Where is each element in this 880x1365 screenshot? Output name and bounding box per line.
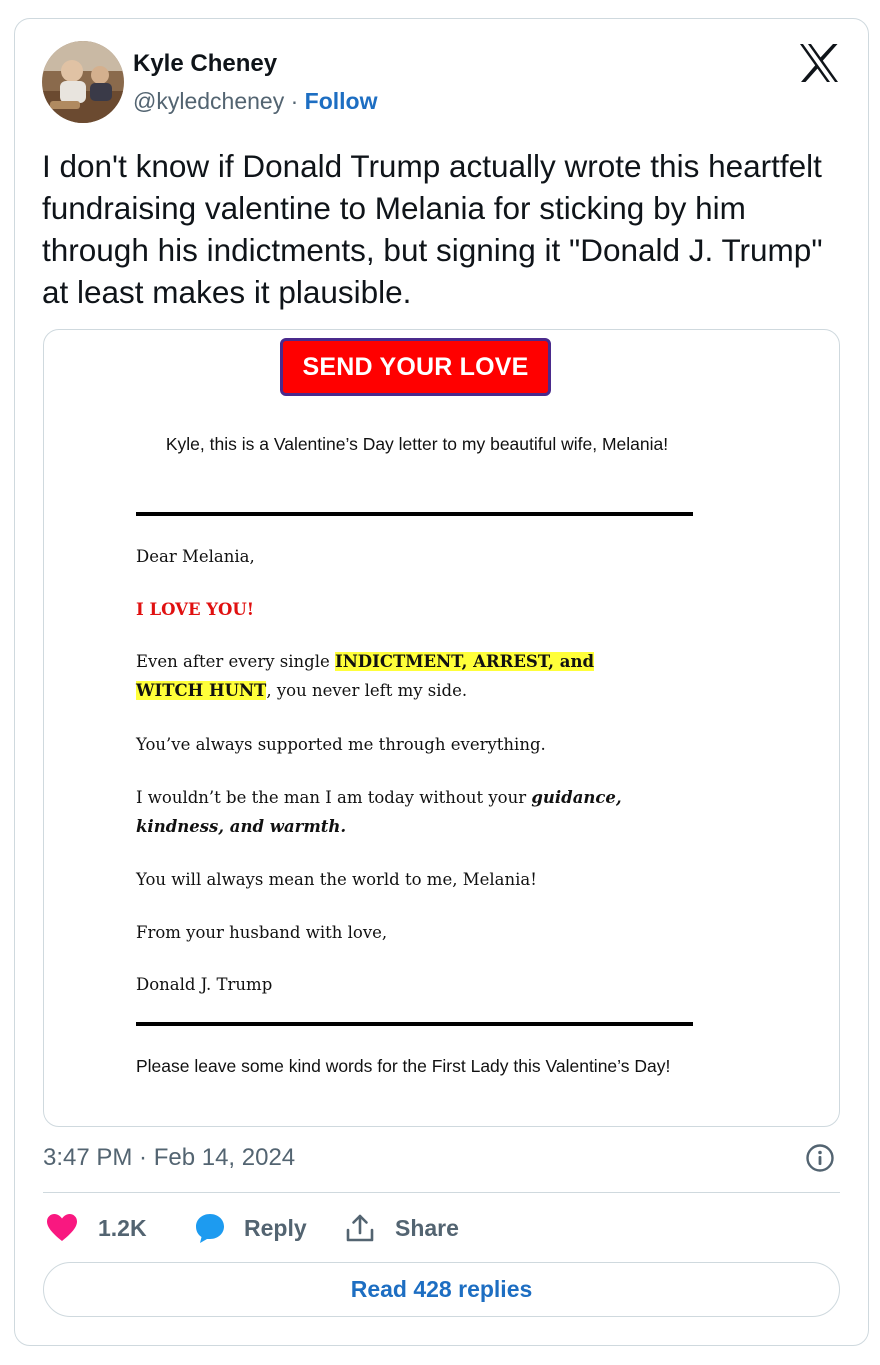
letter-paragraph-support: You’ve always supported me through everything. [136,735,546,754]
letter-greeting: Dear Melania, [136,547,255,566]
follow-button[interactable]: Follow [304,88,378,114]
reply-label: Reply [244,1214,307,1241]
p1-after: , you never left my side. [266,681,468,700]
p3-before: I wouldn’t be the man I am today without your [136,788,532,807]
send-your-love-button[interactable]: SEND YOUR LOVE [280,338,551,396]
share-button[interactable] [345,1210,459,1246]
author-handle[interactable]: @kyledcheney [133,88,285,114]
heart-icon [46,1213,78,1243]
avatar[interactable] [42,41,124,123]
p1-before: Even after every single [136,652,335,671]
letter-paragraph-world: You will always mean the world to me, Melania! [136,870,537,889]
author-name[interactable]: Kyle Cheney [133,50,278,77]
tweet-text: I don't know if Donald Trump actually wrote this heartfelt fundraising valentine to Melania for sticking by him through his indictments, but signing it "Donald J. Trump" at least makes it plausible. [42,148,823,310]
reply-button[interactable] [194,1210,307,1246]
like-button[interactable] [46,1210,147,1246]
read-replies-button[interactable]: Read 428 replies [43,1262,840,1317]
tweet-media-image[interactable] [43,329,840,1127]
letter-closing: From your husband with love, [136,923,388,942]
letter-intro: Kyle, this is a Valentine’s Day letter to my beautiful wife, Melania! [165,434,669,454]
p1-highlight-1: INDICTMENT, ARREST, and [335,652,595,671]
top-divider-rule [136,512,693,516]
letter-love-line: I LOVE YOU! [136,600,255,619]
share-icon [345,1213,375,1243]
like-count: 1.2K [98,1214,147,1241]
p1-highlight-2: WITCH HUNT [136,681,267,700]
info-icon[interactable] [805,1143,835,1173]
share-label: Share [395,1214,459,1241]
letter-paragraph-indictments [136,647,676,705]
letter-outro: Please leave some kind words for the First Lady this Valentine’s Day! [136,1056,671,1076]
x-logo-icon[interactable] [799,44,839,82]
letter-paragraph-guidance [136,783,666,841]
handle-separator: · [290,88,299,114]
letter-signature: Donald J. Trump [136,975,273,994]
p3-emphasis: guidance, kindness, and warmth. [136,788,622,836]
reply-bubble-icon [194,1212,226,1244]
author-handle-row [133,88,378,115]
tweet-timestamp[interactable]: 3:47 PM · Feb 14, 2024 [43,1144,296,1171]
bottom-divider-rule [136,1022,693,1026]
actions-divider [43,1192,840,1193]
